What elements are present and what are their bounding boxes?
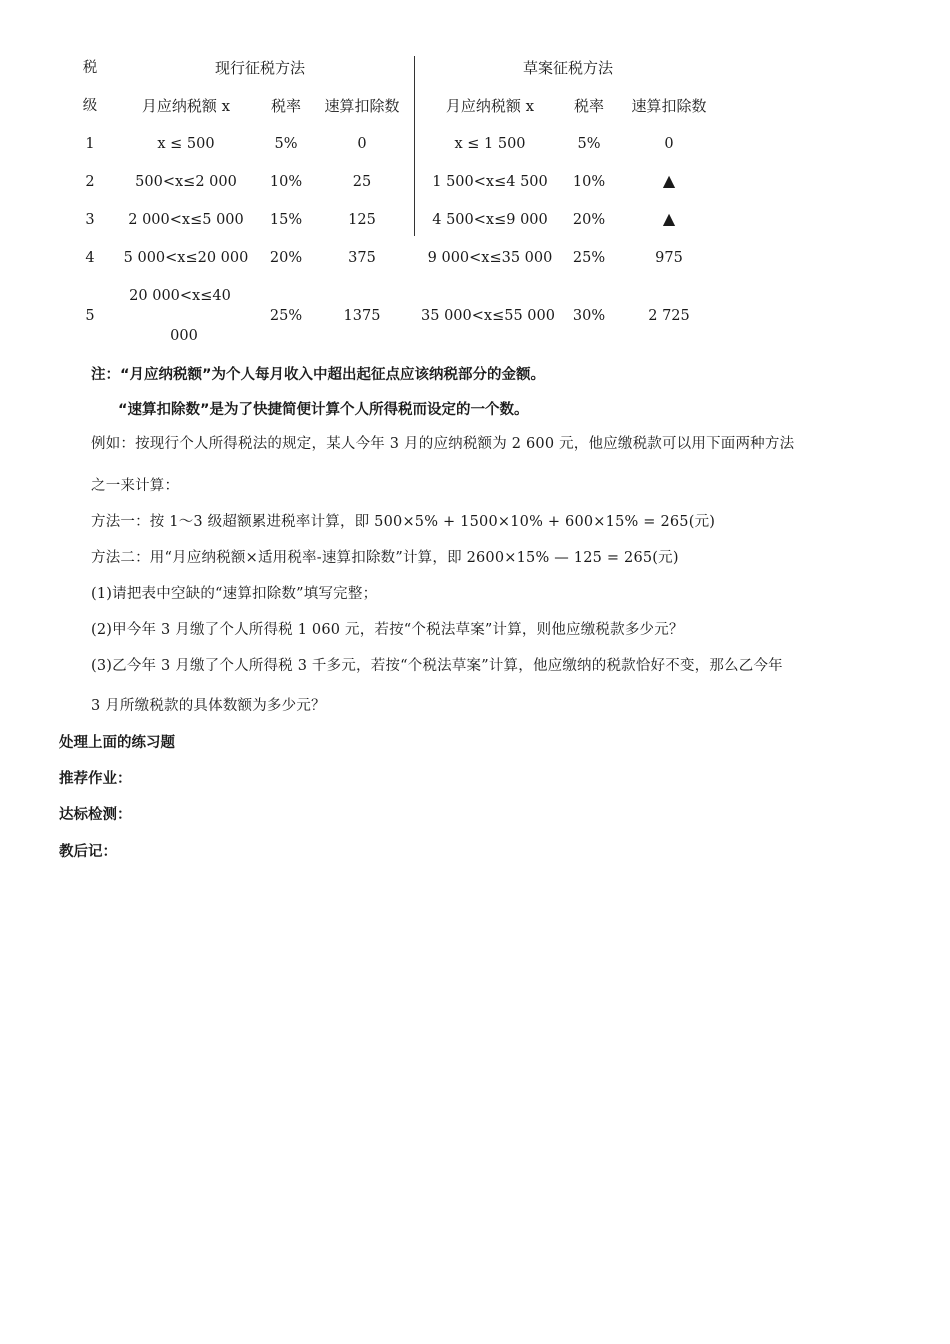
draft-range: 1 500<x≤4 500 [432,174,548,190]
row-level: 5 [85,308,95,324]
current-deduction: 1375 [343,308,381,324]
current-rate: 20% [269,250,303,266]
note-monthly-taxable: 注：“月应纳税额”为个人每月收入中超出起征点应该纳税部分的金额。 [91,367,546,383]
draft-range: 9 000<x≤35 000 [427,250,553,266]
draft-rate: 20% [572,212,606,228]
section-homework: 推荐作业： [59,771,132,787]
current-rate: 15% [269,212,303,228]
current-range-line2: 000 [170,328,198,344]
corner-bottom: 级 [82,98,98,114]
current-range: 500<x≤2 000 [135,174,237,190]
table-divider [414,56,415,236]
draft-deduction: 2 725 [648,308,690,324]
method-two: 方法二：用“月应纳税额×适用税率-速算扣除数”计算，即 2600×15% — 125 = 265(元) [91,550,679,566]
current-rate: 5% [274,136,298,152]
draft-rate: 30% [572,308,606,324]
draft-rate: 5% [577,136,601,152]
current-deduction: 0 [357,136,367,152]
col-deduction-current: 速算扣除数 [324,97,400,115]
col-amount-draft: 月应纳税额 x [445,97,535,115]
row-level: 1 [85,136,95,152]
row-level: 4 [85,250,95,266]
draft-rate: 25% [572,250,606,266]
question-3-line1: (3)乙今年 3 月缴了个人所得税 3 千多元，若按“个税法草案”计算，他应缴纳的税款恰好不变，那么乙今年 [91,658,783,674]
current-range: 2 000<x≤5 000 [128,212,244,228]
current-range: x ≤ 500 [157,136,215,152]
note-quick-deduction: “速算扣除数”是为了快捷简便计算个人所得税而设定的一个数。 [118,402,529,418]
current-deduction: 125 [348,212,376,228]
col-amount-current: 月应纳税额 x [141,97,231,115]
draft-range: 4 500<x≤9 000 [432,212,548,228]
col-deduction-draft: 速算扣除数 [631,97,707,115]
section-reflection: 教后记： [59,844,117,860]
current-deduction: 25 [352,174,372,190]
question-1: (1)请把表中空缺的“速算扣除数”填写完整； [91,586,378,602]
current-rate: 10% [269,174,303,190]
current-range: 5 000<x≤20 000 [123,250,249,266]
group-draft-heading: 草案征税方法 [522,59,614,77]
blank-triangle-marker: ▲ [662,209,676,228]
row-level: 2 [85,174,95,190]
example-paragraph-line1: 例如：按现行个人所得税法的规定，某人今年 3 月的应纳税额为 2 600 元，他应缴税款可以用下面两种方法 [91,436,795,452]
col-rate-current: 税率 [270,97,302,115]
example-paragraph-line2: 之一来计算： [91,478,180,494]
draft-deduction: 975 [655,250,683,266]
section-practice: 处理上面的练习题 [59,735,175,751]
row-level: 3 [85,212,95,228]
corner-top: 税 [82,60,98,76]
group-current-heading: 现行征税方法 [214,59,306,77]
blank-triangle-marker: ▲ [662,171,676,190]
draft-range: 35 000<x≤55 000 [421,308,555,324]
section-assessment: 达标检测： [59,807,132,823]
current-deduction: 375 [348,250,376,266]
question-3-line2: 3 月所缴税款的具体数额为多少元？ [91,698,326,714]
current-rate: 25% [269,308,303,324]
draft-deduction: 0 [664,136,674,152]
draft-range: x ≤ 1 500 [454,136,526,152]
draft-rate: 10% [572,174,606,190]
question-2: (2)甲今年 3 月缴了个人所得税 1 060 元，若按“个税法草案”计算，则他应缴税款多少元？ [91,622,684,638]
method-one: 方法一：按 1～3 级超额累进税率计算，即 500×5% + 1500×10% + 600×15% = 265(元) [91,514,716,530]
col-rate-draft: 税率 [573,97,605,115]
current-range-line1: 20 000<x≤40 [129,288,231,304]
